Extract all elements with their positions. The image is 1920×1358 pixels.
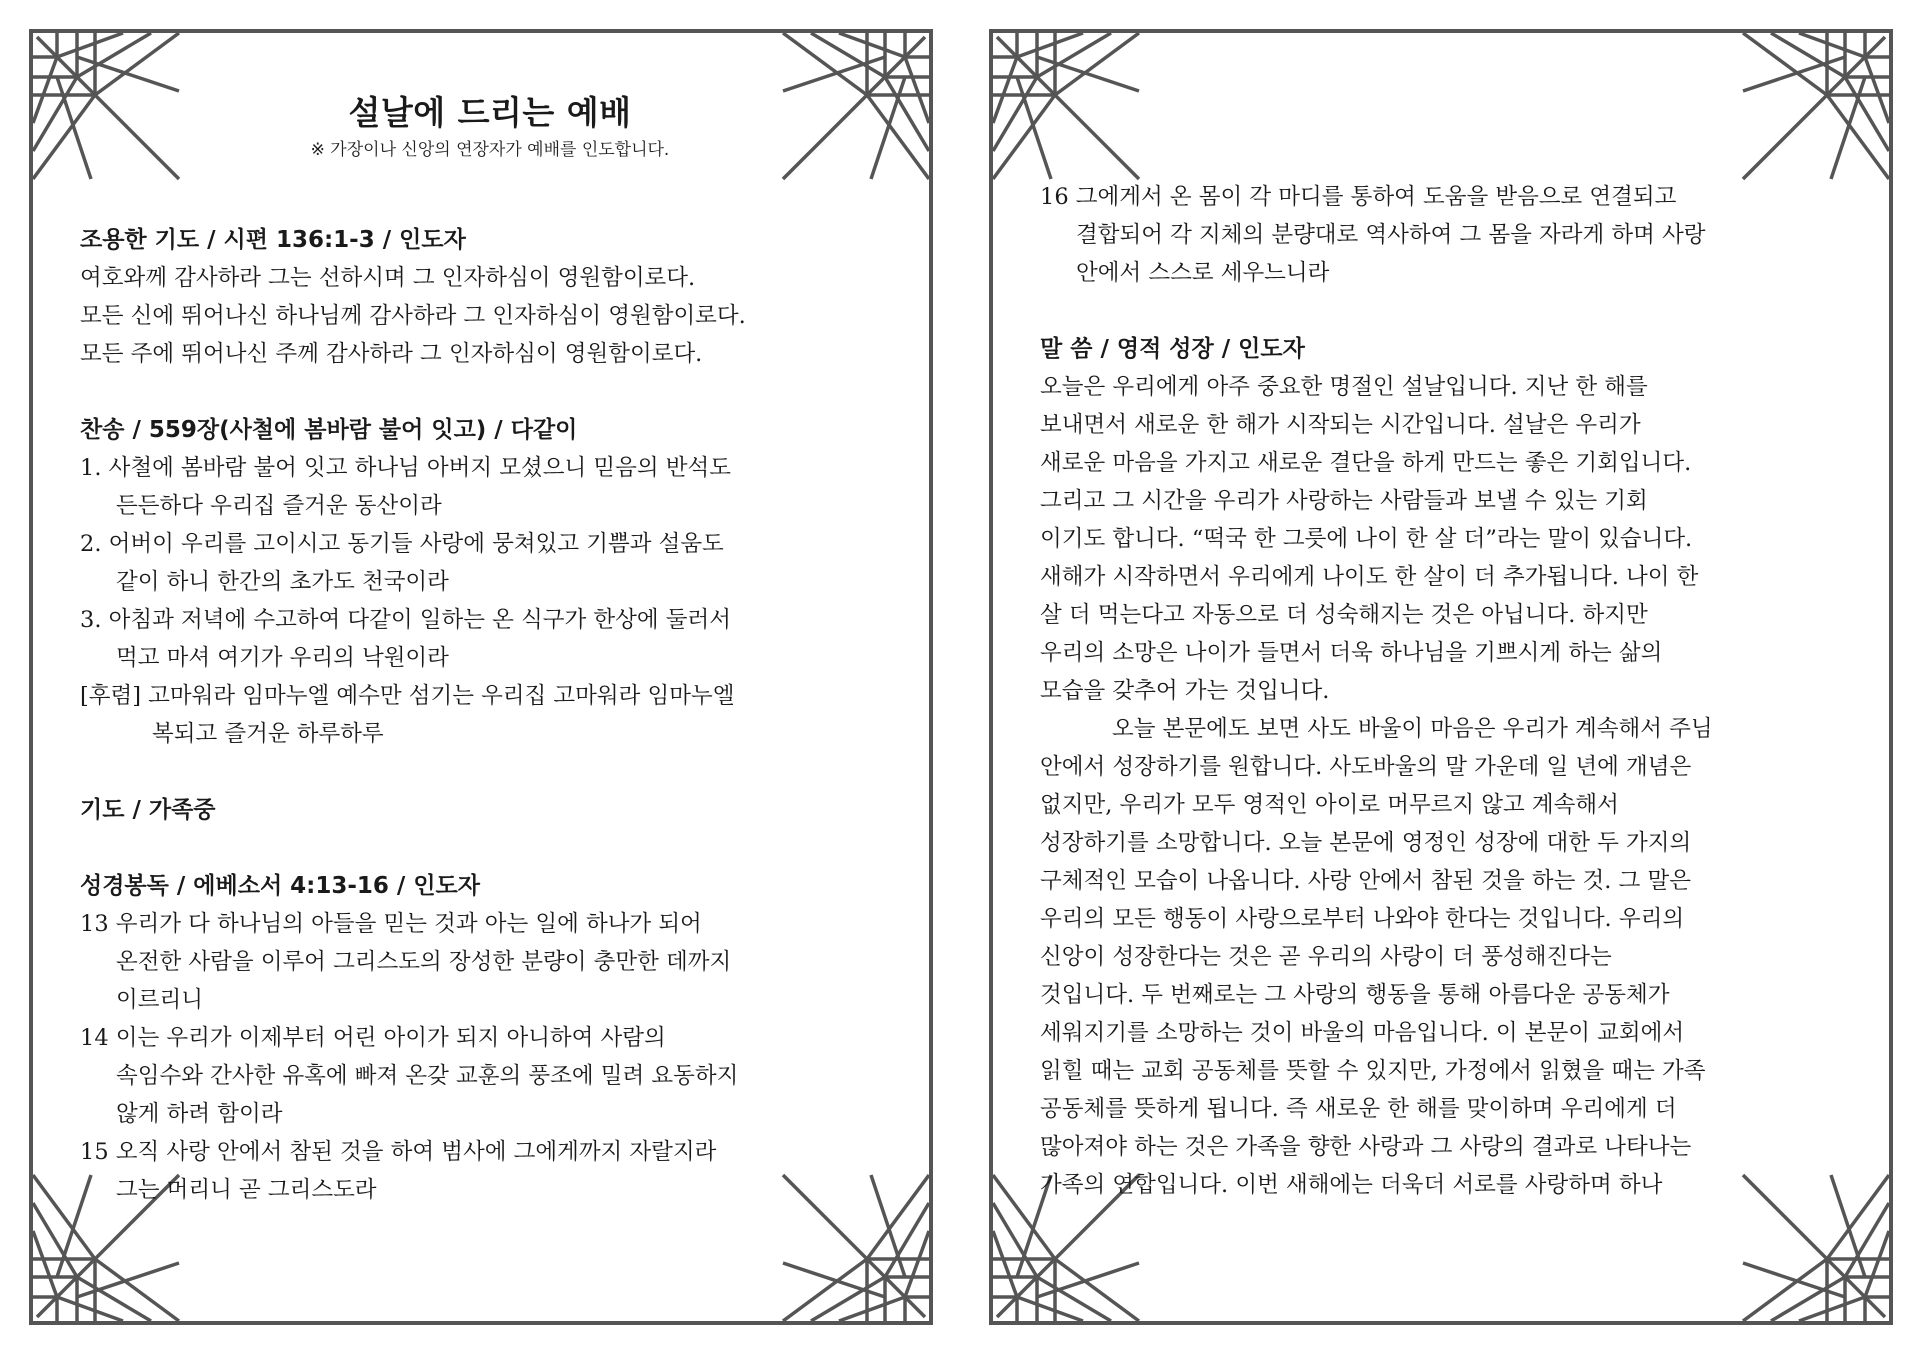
section-hymn (80, 411, 900, 753)
sermon-line: 세워지기를 소망하는 것이 바울의 마음입니다. 이 본문이 교회에서 (1040, 1020, 1685, 1046)
text-line: 모든 신에 뛰어나신 하나님께 감사하라 그 인자하심이 영원함이로다. (80, 303, 746, 329)
scripture-line: 속임수와 간사한 유혹에 빠져 온갖 교훈의 풍조에 밀려 요동하지 (116, 1063, 739, 1089)
text-line: 모든 주에 뛰어나신 주께 감사하라 그 인자하심이 영원함이로다. (80, 341, 703, 367)
hymn-refrain-line: 복되고 즐거운 하루하루 (152, 721, 384, 747)
section-reading (80, 867, 900, 1209)
section-heading: 찬송 / 559장(사철에 봄바람 불어 잇고) / 다같이 (80, 417, 578, 443)
sermon-line: 살 더 먹는다고 자동으로 더 성숙해지는 것은 아닙니다. 하지만 (1040, 602, 1648, 628)
scripture-line: 16 그에게서 온 몸이 각 마디를 통하여 도움을 받음으로 연결되고 (1040, 184, 1677, 210)
sermon-line: 안에서 성장하기를 원합니다. 사도바울의 말 가운데 일 년에 개념은 (1040, 754, 1692, 780)
lattice-corner-icon (1741, 33, 1889, 181)
page-title: 설날에 드리는 예배 (348, 93, 632, 132)
left-page-content (80, 93, 900, 1209)
right-page-content (1040, 178, 1860, 1204)
section-heading: 성경봉독 / 에베소서 4:13-16 / 인도자 (80, 873, 480, 899)
sermon-line: 많아져야 하는 것은 가족을 향한 사랑과 그 사랑의 결과로 나타나는 (1040, 1134, 1692, 1160)
scripture-line: 않게 하려 함이라 (116, 1101, 283, 1127)
sermon-line: 가족의 연합입니다. 이번 새해에는 더욱더 서로를 사랑하며 하나 (1040, 1172, 1663, 1198)
scripture-line: 14 이는 우리가 이제부터 어린 아이가 되지 아니하여 사람의 (80, 1025, 666, 1051)
page-note: ※ 가장이나 신앙의 연장자가 예배를 인도합니다. (310, 140, 670, 160)
lattice-corner-icon (993, 33, 1141, 181)
page-left (29, 29, 933, 1325)
section-heading: 기도 / 가족중 (80, 797, 216, 823)
sermon-line: 보내면서 새로운 한 해가 시작되는 시간입니다. 설날은 우리가 (1040, 412, 1641, 438)
scripture-line: 안에서 스스로 세우느니라 (1076, 260, 1330, 286)
hymn-verse-line: 같이 하니 한간의 초가도 천국이라 (116, 569, 449, 595)
page-right (989, 29, 1893, 1325)
section-family-prayer (80, 791, 900, 829)
hymn-verse-line: 먹고 마셔 여기가 우리의 낙원이라 (116, 645, 449, 671)
section-heading: 말 씀 / 영적 성장 / 인도자 (1040, 336, 1305, 362)
hymn-refrain-line: [후렴] 고마워라 임마누엘 예수만 섬기는 우리집 고마워라 임마누엘 (80, 683, 735, 709)
scripture-line: 15 오직 사랑 안에서 참된 것을 하여 범사에 그에게까지 자랄지라 (80, 1139, 717, 1165)
sermon-paragraph-2 (1040, 710, 1860, 1204)
hymn-verse-line: 1. 사철에 봄바람 불어 잇고 하나님 아버지 모셨으니 믿음의 반석도 (80, 455, 731, 481)
sermon-line: 오늘 본문에도 보면 사도 바울이 마음은 우리가 계속해서 주님 (1112, 716, 1713, 742)
sermon-line: 우리의 모든 행동이 사랑으로부터 나와야 한다는 것입니다. 우리의 (1040, 906, 1685, 932)
sermon-line: 신앙이 성장한다는 것은 곧 우리의 사랑이 더 풍성해진다는 (1040, 944, 1612, 970)
scripture-line: 결합되어 각 지체의 분량대로 역사하여 그 몸을 자라게 하며 사랑 (1076, 222, 1706, 248)
sermon-line: 없지만, 우리가 모두 영적인 아이로 머무르지 않고 계속해서 (1040, 792, 1619, 818)
scripture-line: 이르리니 (116, 987, 203, 1013)
section-heading: 조용한 기도 / 시편 136:1-3 / 인도자 (80, 227, 466, 253)
sermon-line: 이기도 합니다. “떡국 한 그릇에 나이 한 살 더”라는 말이 있습니다. (1040, 526, 1693, 552)
sermon-line: 모습을 갖추어 가는 것입니다. (1040, 678, 1330, 704)
section-sermon (1040, 330, 1860, 1204)
sermon-line: 읽힐 때는 교회 공동체를 뜻할 수 있지만, 가정에서 읽혔을 때는 가족 (1040, 1058, 1706, 1084)
hymn-verse-line: 3. 아침과 저녁에 수고하여 다같이 일하는 온 식구가 한상에 둘러서 (80, 607, 731, 633)
scripture-line: 온전한 사람을 이루어 그리스도의 장성한 분량이 충만한 데까지 (116, 949, 732, 975)
scripture-line: 그는 머리니 곧 그리스도라 (116, 1177, 377, 1203)
sermon-line: 새로운 마음을 가지고 새로운 결단을 하게 만드는 좋은 기회입니다. (1040, 450, 1692, 476)
hymn-verse-line: 든든하다 우리집 즐거운 동산이라 (116, 493, 442, 519)
sermon-line: 그리고 그 시간을 우리가 사랑하는 사람들과 보낼 수 있는 기회 (1040, 488, 1648, 514)
hymn-verse-line: 2. 어버이 우리를 고이시고 동기들 사랑에 뭉쳐있고 기쁨과 설움도 (80, 531, 724, 557)
sermon-line: 새해가 시작하면서 우리에게 나이도 한 살이 더 추가됩니다. 나이 한 (1040, 564, 1699, 590)
sermon-line: 우리의 소망은 나이가 들면서 더욱 하나님을 기쁘시게 하는 삶의 (1040, 640, 1663, 666)
section-prayer (80, 221, 900, 373)
sermon-paragraph-1 (1040, 368, 1860, 710)
sermon-line: 오늘은 우리에게 아주 중요한 명절인 설날입니다. 지난 한 해를 (1040, 374, 1648, 400)
sermon-line: 성장하기를 소망합니다. 오늘 본문에 영정인 성장에 대한 두 가지의 (1040, 830, 1692, 856)
scripture-verse-16 (1040, 178, 1860, 292)
text-line: 여호와께 감사하라 그는 선하시며 그 인자하심이 영원함이로다. (80, 265, 696, 291)
sermon-line: 것입니다. 두 번째로는 그 사랑의 행동을 통해 아름다운 공동체가 (1040, 982, 1670, 1008)
sermon-line: 구체적인 모습이 나옵니다. 사랑 안에서 참된 것을 하는 것. 그 말은 (1040, 868, 1691, 894)
scripture-line: 13 우리가 다 하나님의 아들을 믿는 것과 아는 일에 하나가 되어 (80, 911, 702, 937)
sermon-line: 공동체를 뜻하게 됩니다. 즉 새로운 한 해를 맞이하며 우리에게 더 (1040, 1096, 1677, 1122)
